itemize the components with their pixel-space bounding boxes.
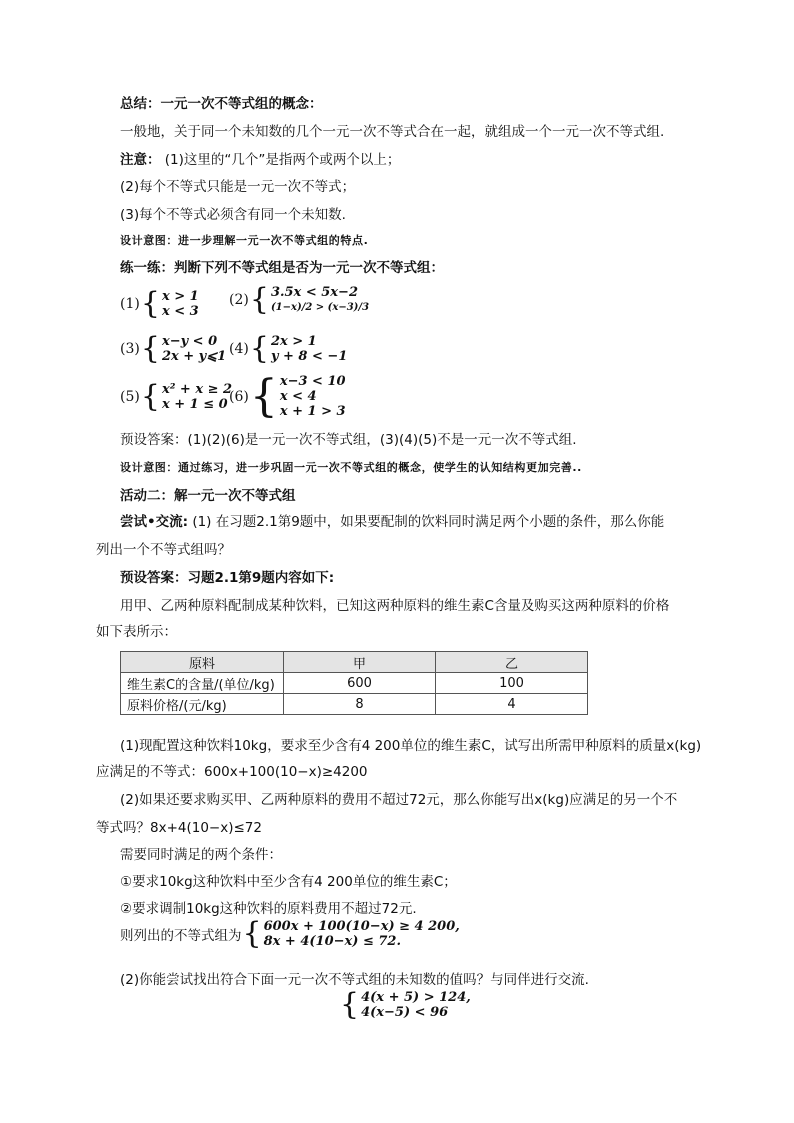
system-label: (1) [120, 296, 140, 312]
note-3: (3)每个不等式必须含有同一个未知数. [120, 207, 346, 223]
note-2: (2)每个不等式只能是一元一次不等式； [120, 179, 356, 195]
try-text-2: 列出一个不等式组吗？ [96, 542, 231, 558]
system-4 [229, 331, 348, 366]
condition-2: ②要求调制10kg这种饮料的原料费用不超过72元. [120, 901, 417, 917]
definition-text: 一般地，关于同一个未知数的几个一元一次不等式合在一起，就组成一个一元一次不等式组. [120, 124, 665, 140]
problem-text-2: 如下表所示： [96, 624, 177, 640]
system-row: 4(x + 5) > 124, [361, 990, 471, 1005]
system-row: x−y < 0 [161, 334, 218, 349]
table-cell: 600 [284, 673, 436, 694]
question-1b: 应满足的不等式：600x+100(10−x)≥4200 [96, 764, 368, 780]
system-1 [120, 286, 199, 321]
left-brace-icon: { [249, 331, 269, 366]
table-header: 乙 [436, 652, 588, 673]
table-cell: 维生素C的含量/(单位/kg) [121, 673, 284, 694]
system-row: 8x + 4(10−x) ≤ 72. [263, 934, 401, 949]
design-intent-2: 设计意图：通过练习，进一步巩固一元一次不等式组的概念，使学生的认知结构更加完善.. [120, 461, 582, 474]
note-label: 注意： [120, 152, 161, 168]
answer-title: 预设答案：习题2.1第9题内容如下: [120, 570, 335, 586]
system-3 [120, 331, 227, 366]
system-row: y + 8 < −1 [270, 349, 348, 364]
left-brace-icon: { [249, 370, 278, 422]
system-row: x + 1 > 3 [279, 404, 346, 419]
question-1a: (1)现配置这种饮料10kg，要求至少含有4 200单位的维生素C，试写出所需甲种原料的质量x(kg) [120, 738, 702, 754]
left-brace-icon: { [249, 282, 269, 317]
system-row: x < 3 [161, 304, 199, 319]
left-brace-icon: { [340, 987, 360, 1022]
system-row: 600x + 100(10−x) ≥ 4 200, [263, 919, 460, 934]
summary-title: 总结：一元一次不等式组的概念： [120, 96, 323, 112]
left-brace-icon: { [242, 916, 262, 951]
table-row [121, 694, 588, 715]
derived-system [120, 916, 460, 951]
table-cell: 100 [436, 673, 588, 694]
table-header: 甲 [284, 652, 436, 673]
activity-title: 活动二：解一元一次不等式组 [120, 488, 296, 504]
left-brace-icon: { [140, 286, 160, 321]
left-brace-icon: { [140, 379, 160, 414]
system-row: x < 4 [279, 389, 317, 404]
try-label: 尝试•交流: [120, 514, 189, 530]
system-6 [229, 370, 346, 422]
exercise-title: 练一练：判断下列不等式组是否为一元一次不等式组： [120, 260, 444, 276]
system-row: x > 1 [161, 289, 199, 304]
exercise-answer: 预设答案：(1)(2)(6)是一元一次不等式组，(3)(4)(5)不是一元一次不等式组. [120, 432, 577, 448]
system-row: x−3 < 10 [279, 374, 346, 389]
system-label: (6) [229, 388, 249, 405]
problem-text-1: 用甲、乙两种原料配制成某种饮料，已知这两种原料的维生素C含量及购买这两种原料的价格 [120, 598, 670, 614]
try-line [120, 512, 664, 532]
question-3: (2)你能尝试找出符合下面一元一次不等式组的未知数的值吗？与同伴进行交流. [120, 972, 589, 988]
try-text: (1) 在习题2.1第9题中，如果要配制的饮料同时满足两个小题的条件，那么你能 [188, 514, 665, 530]
question-2a: (2)如果还要求购买甲、乙两种原料的费用不超过72元，那么你能写出x(kg)应满足的另一个不 [120, 792, 678, 808]
table-cell: 原料价格/(元/kg) [121, 694, 284, 715]
table-cell: 8 [284, 694, 436, 715]
system-prefix: 则列出的不等式组为 [120, 928, 242, 944]
note-line [120, 150, 400, 170]
question-2b: 等式吗？8x+4(10−x)≤72 [96, 820, 262, 836]
table-header-row [121, 652, 588, 673]
final-system [340, 987, 471, 1022]
system-5 [120, 379, 233, 414]
conditions-title: 需要同时满足的两个条件： [120, 847, 282, 863]
system-row: 2x + y⩽1 [161, 349, 227, 364]
system-row: x² + x ≥ 2 [161, 382, 233, 397]
system-label: (2) [229, 292, 249, 308]
system-row: (1−x)/2 > (x−3)/3 [270, 302, 370, 313]
system-label: (4) [229, 341, 249, 357]
condition-1: ①要求10kg这种饮料中至少含有4 200单位的维生素C； [120, 874, 457, 890]
left-brace-icon: { [140, 331, 160, 366]
design-intent-1: 设计意图：进一步理解一元一次不等式组的特点. [120, 234, 369, 247]
note-1: (1)这里的“几个”是指两个或两个以上； [160, 152, 401, 168]
system-row: 2x > 1 [270, 334, 317, 349]
table-row [121, 673, 588, 694]
system-label: (5) [120, 389, 140, 405]
system-2 [229, 282, 370, 317]
system-label: (3) [120, 341, 140, 357]
ingredient-table [120, 651, 588, 715]
table-header: 原料 [121, 652, 284, 673]
system-row: 4(x−5) < 96 [361, 1005, 449, 1020]
system-row: 3.5x < 5x−2 [270, 285, 358, 300]
table-cell: 4 [436, 694, 588, 715]
system-row: x + 1 ≤ 0 [161, 397, 228, 412]
